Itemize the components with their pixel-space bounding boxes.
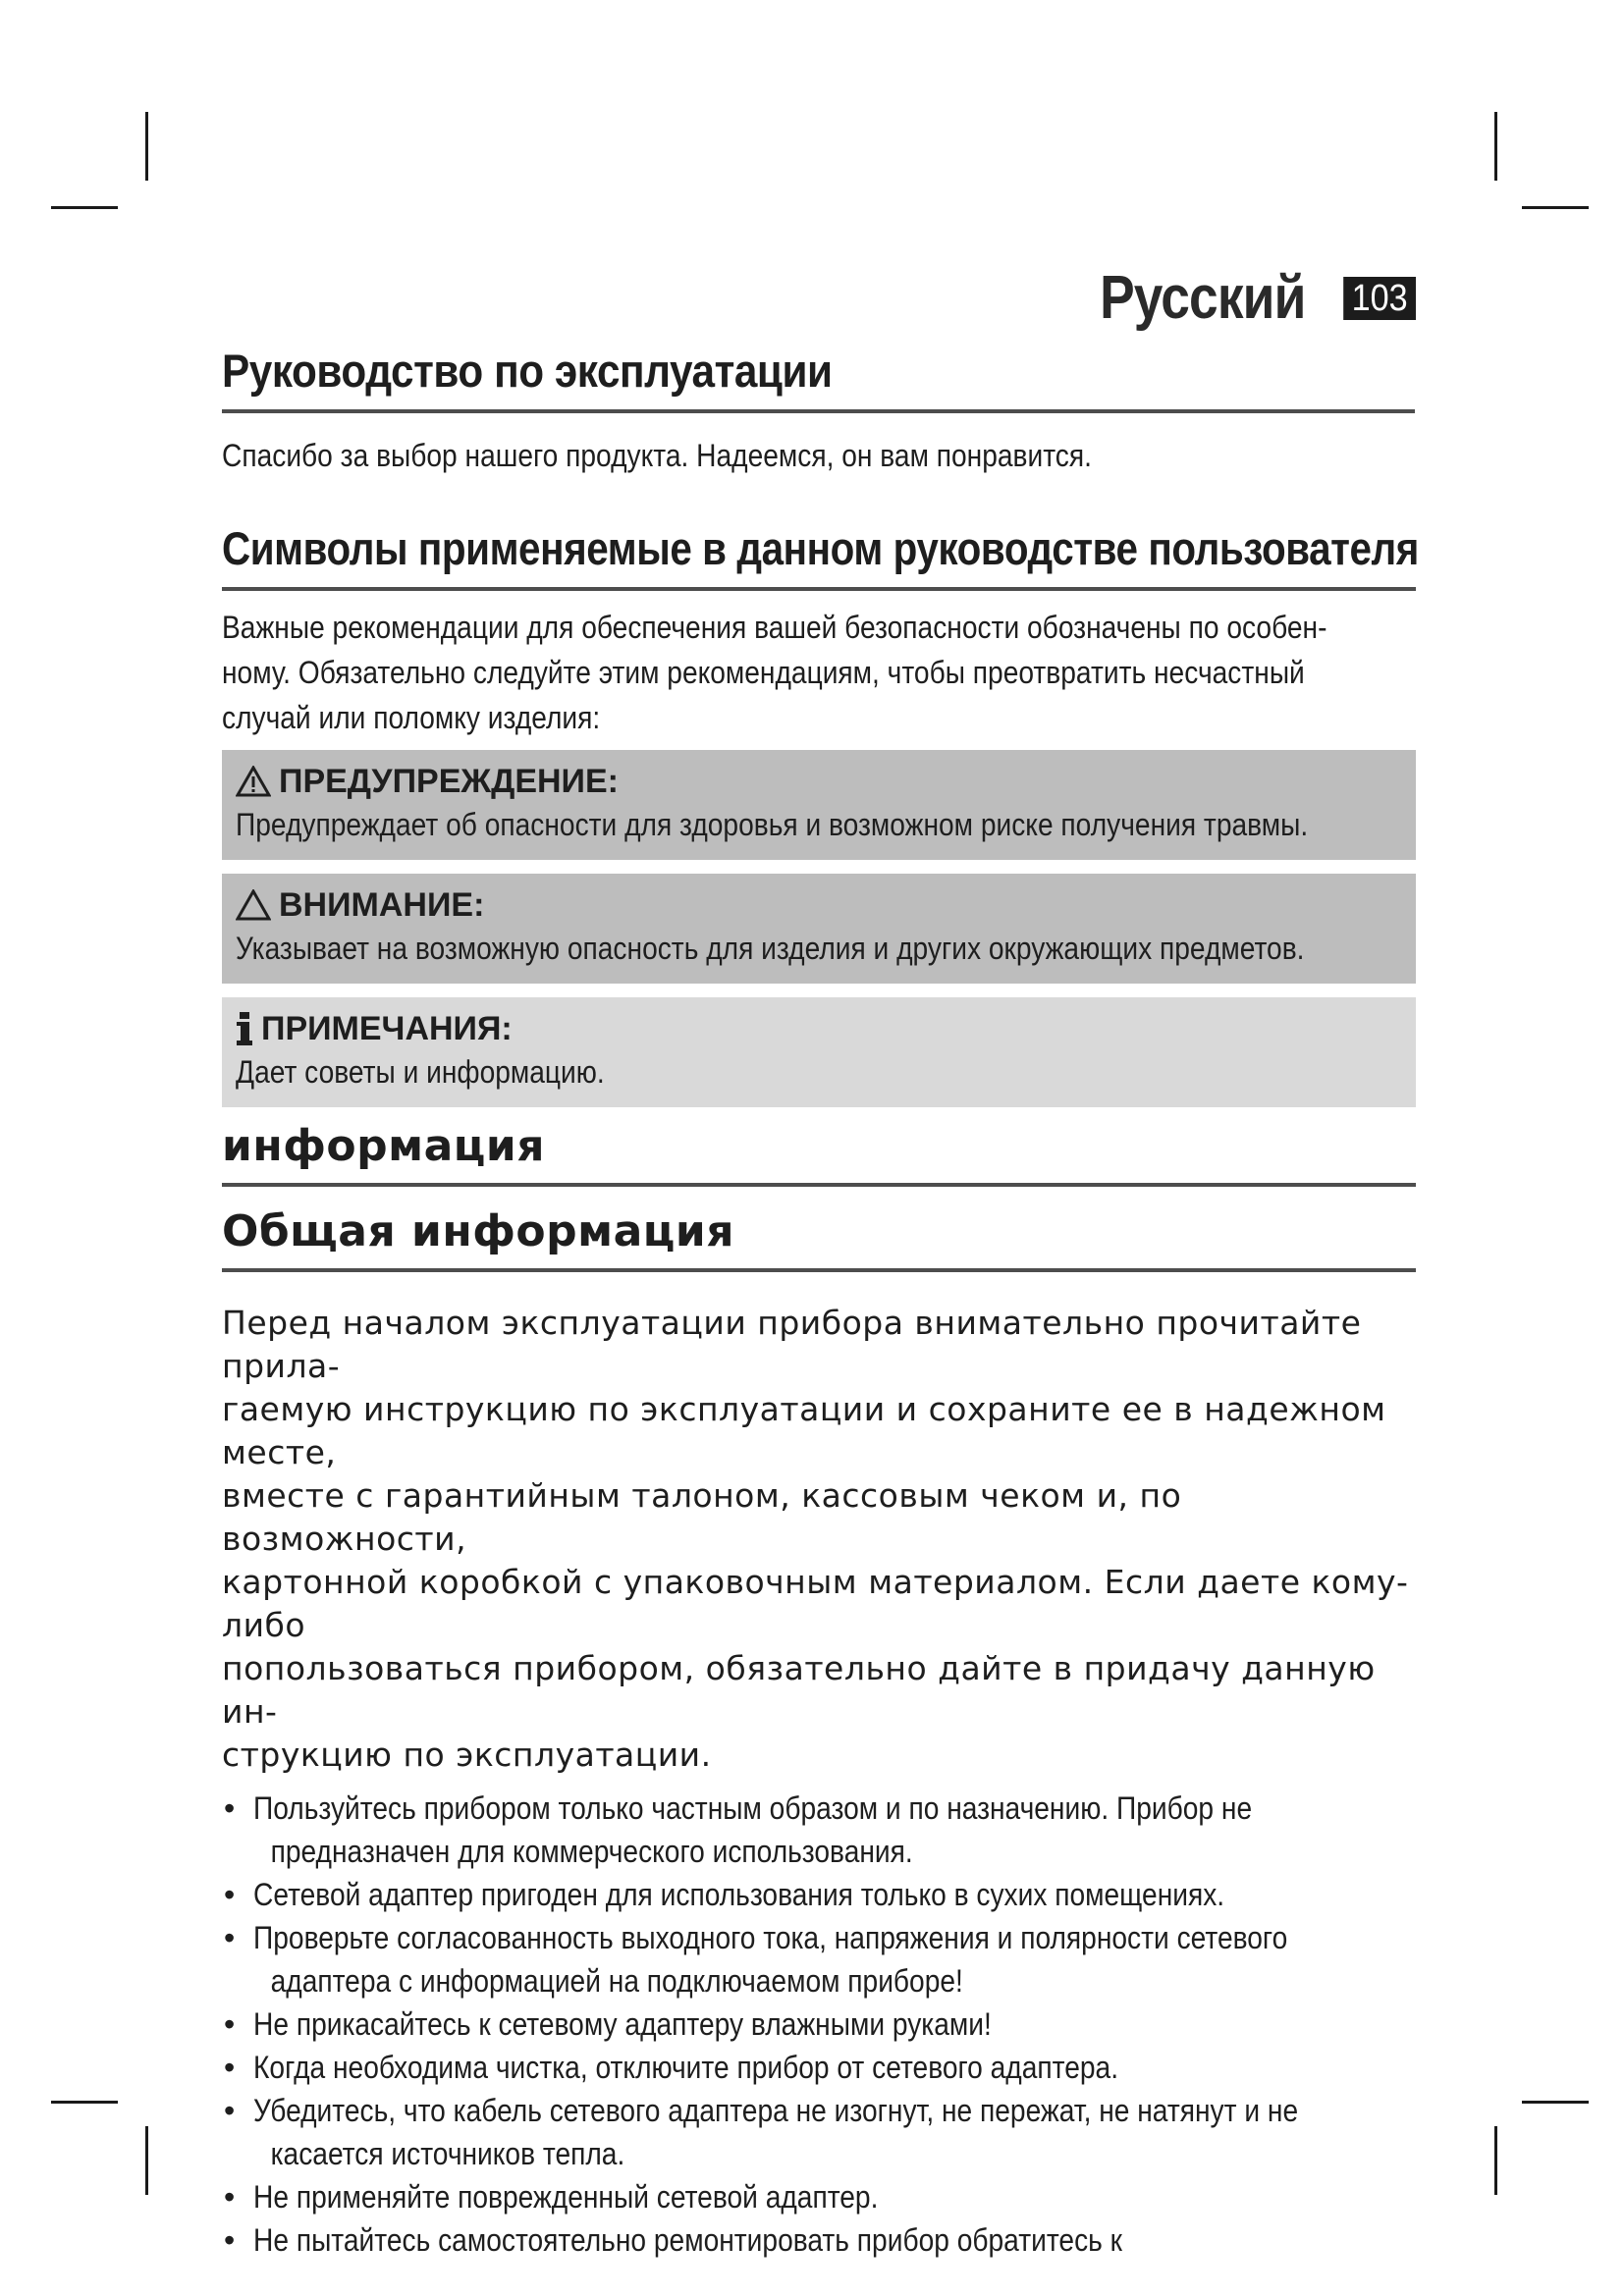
general-paragraph-line: картонной коробкой с упаковочным материалом. Если даете кому-либо — [222, 1563, 1409, 1644]
caution-box — [222, 874, 1416, 984]
safety-bullet-list — [222, 1787, 1416, 2262]
crop-mark — [145, 112, 148, 181]
general-paragraph-line: вместе с гарантийным талоном, кассовым чеком и, по возможности, — [222, 1476, 1182, 1558]
list-item: • Пользуйтесь прибором только частным образом и по назначению. Прибор не предназначен для коммерческого использования. — [224, 1790, 1253, 1869]
crop-mark — [51, 206, 118, 209]
list-item: • Не применяйте поврежденный сетевой адаптер. — [224, 2179, 879, 2215]
general-paragraph — [222, 1302, 1416, 1777]
symbols-intro-line: случай или поломку изделия: — [222, 700, 601, 735]
section-title-manual: Руководство по эксплуатации — [222, 344, 1415, 413]
crop-mark — [1522, 2101, 1589, 2104]
crop-mark — [51, 2101, 118, 2104]
general-paragraph-line: гаемую инструкцию по эксплуатации и сохраните ее в надежном месте, — [222, 1390, 1386, 1471]
warning-triangle-icon — [236, 766, 271, 797]
crop-mark — [1494, 2126, 1497, 2195]
caution-text: Указывает на возможную опасность для изделия и других окружающих предметов. — [236, 931, 1305, 966]
symbols-intro — [222, 605, 1416, 740]
caution-label: ВНИМАНИЕ: — [279, 885, 485, 924]
general-paragraph-line: струкцию по эксплуатации. — [222, 1735, 712, 1774]
list-item: • Когда необходима чистка, отключите прибор от сетевого адаптера. — [224, 2050, 1119, 2085]
warning-text: Предупреждает об опасности для здоровья и возможном риске получения травмы. — [236, 807, 1309, 842]
notes-label: ПРИМЕЧАНИЯ: — [261, 1009, 513, 1047]
crop-mark — [1494, 112, 1497, 181]
page-number: 103 — [1343, 277, 1416, 320]
general-paragraph-line: Перед началом эксплуатации прибора внимательно прочитайте прила- — [222, 1304, 1362, 1385]
warning-box — [222, 750, 1416, 860]
list-item: • Сетевой адаптер пригоден для использования только в сухих помещениях. — [224, 1877, 1225, 1912]
language-title: Русский — [1100, 264, 1306, 332]
list-item: • Не прикасайтесь к сетевому адаптеру влажными руками! — [224, 2006, 992, 2042]
caution-triangle-icon — [236, 889, 271, 921]
list-item: • Убедитесь, что кабель сетевого адаптера не изогнут, не пережат, не натянут и не касается источников тепла. — [224, 2093, 1299, 2171]
symbols-intro-line: Важные рекомендации для обеспечения вашей безопасности обозначены по особен- — [222, 610, 1327, 645]
list-item: • Проверьте согласованность выходного тока, напряжения и полярности сетевого адаптера с информацией на подключаемом приборе! — [224, 1920, 1288, 1999]
section-title-symbols: Символы применяемые в данном руководстве пользователя — [222, 521, 1416, 591]
page-header — [222, 263, 1416, 332]
notes-box — [222, 997, 1416, 1107]
crop-mark — [145, 2126, 148, 2195]
symbols-intro-line: ному. Обязательно следуйте этим рекомендациям, чтобы преотвратить несчастный — [222, 655, 1305, 690]
general-paragraph-line: попользоваться прибором, обязательно дайте в придачу данную ин- — [222, 1649, 1376, 1731]
crop-mark — [1522, 206, 1589, 209]
section-title-info: информация — [222, 1121, 1416, 1187]
notes-text: Дает советы и информацию. — [236, 1054, 605, 1090]
section-title-general: Общая информация — [222, 1206, 1416, 1272]
thanks-text: Спасибо за выбор нашего продукта. Надеемся, он вам понравится. — [222, 438, 1092, 473]
page-content — [222, 344, 1419, 2262]
list-item: • Не пытайтесь самостоятельно ремонтировать прибор обратитесь к — [224, 2222, 1122, 2258]
info-icon — [236, 1012, 253, 1045]
warning-label: ПРЕДУПРЕЖДЕНИЕ: — [279, 762, 619, 800]
